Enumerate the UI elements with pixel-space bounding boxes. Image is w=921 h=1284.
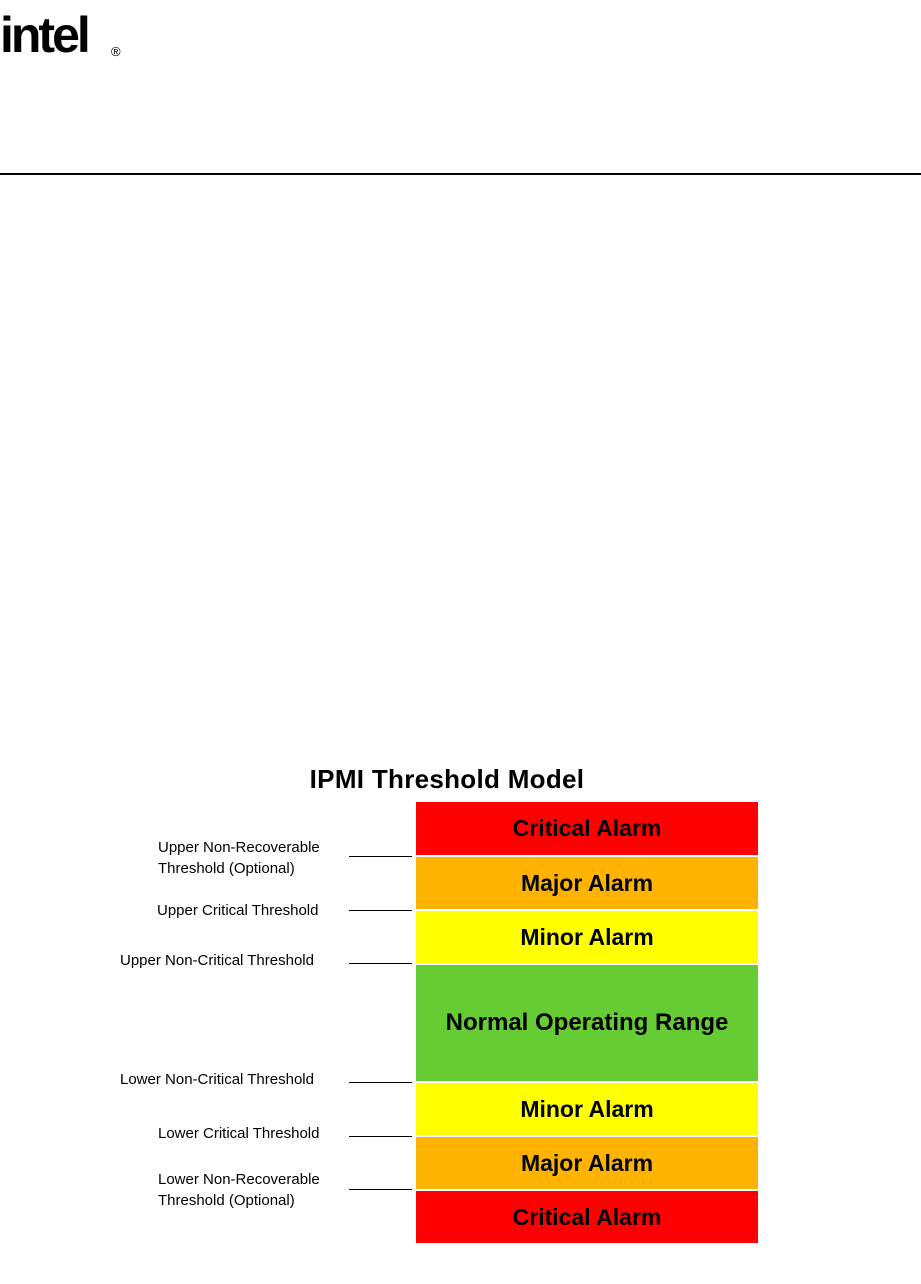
threshold-line-upper-non-recoverable <box>349 856 412 857</box>
threshold-line-lower-non-critical <box>349 1082 412 1083</box>
threshold-line-lower-critical <box>349 1136 412 1137</box>
threshold-label-line1: Lower Non-Critical Threshold <box>120 1071 314 1088</box>
band-critical-upper <box>416 802 758 857</box>
diagram-title: IPMI Threshold Model <box>309 764 585 794</box>
threshold-label-upper-non-recoverable <box>158 837 320 879</box>
threshold-label-lower-critical <box>158 1123 319 1144</box>
registered-mark: ® <box>111 44 121 59</box>
band-label: Major Alarm <box>520 1149 654 1176</box>
band-minor-lower <box>416 1083 758 1137</box>
threshold-label-lower-non-critical <box>120 1069 314 1090</box>
threshold-line-upper-non-critical <box>349 963 412 964</box>
threshold-line-lower-non-recoverable <box>349 1189 412 1190</box>
threshold-label-upper-critical <box>157 900 318 921</box>
intel-logo-wordmark: intel <box>0 7 88 63</box>
intel-logo <box>0 6 130 72</box>
band-critical-lower <box>416 1191 758 1243</box>
band-label: Normal Operating Range <box>445 1009 729 1036</box>
threshold-label-upper-non-critical <box>120 950 314 971</box>
threshold-label-line1: Upper Critical Threshold <box>157 902 319 919</box>
threshold-label-line1: Upper Non-Recoverable <box>158 839 320 856</box>
band-label: Minor Alarm <box>520 923 654 950</box>
threshold-label-lower-non-recoverable <box>158 1169 320 1211</box>
threshold-label-line1: Upper Non-Critical Threshold <box>120 952 314 969</box>
band-major-lower <box>416 1137 758 1191</box>
threshold-label-line2: Threshold (Optional) <box>158 1192 295 1209</box>
threshold-label-line1: Lower Critical Threshold <box>158 1125 320 1142</box>
band-minor-upper <box>416 911 758 965</box>
threshold-label-line1: Lower Non-Recoverable <box>158 1171 320 1188</box>
header-rule <box>0 173 921 175</box>
threshold-line-upper-critical <box>349 910 412 911</box>
band-label: Critical Alarm <box>512 815 662 841</box>
band-label: Critical Alarm <box>512 1203 662 1230</box>
band-label: Minor Alarm <box>520 1095 654 1122</box>
threshold-label-line2: Threshold (Optional) <box>158 860 295 877</box>
band-label: Major Alarm <box>520 869 654 896</box>
band-major-upper <box>416 857 758 911</box>
band-normal-range <box>416 965 758 1083</box>
